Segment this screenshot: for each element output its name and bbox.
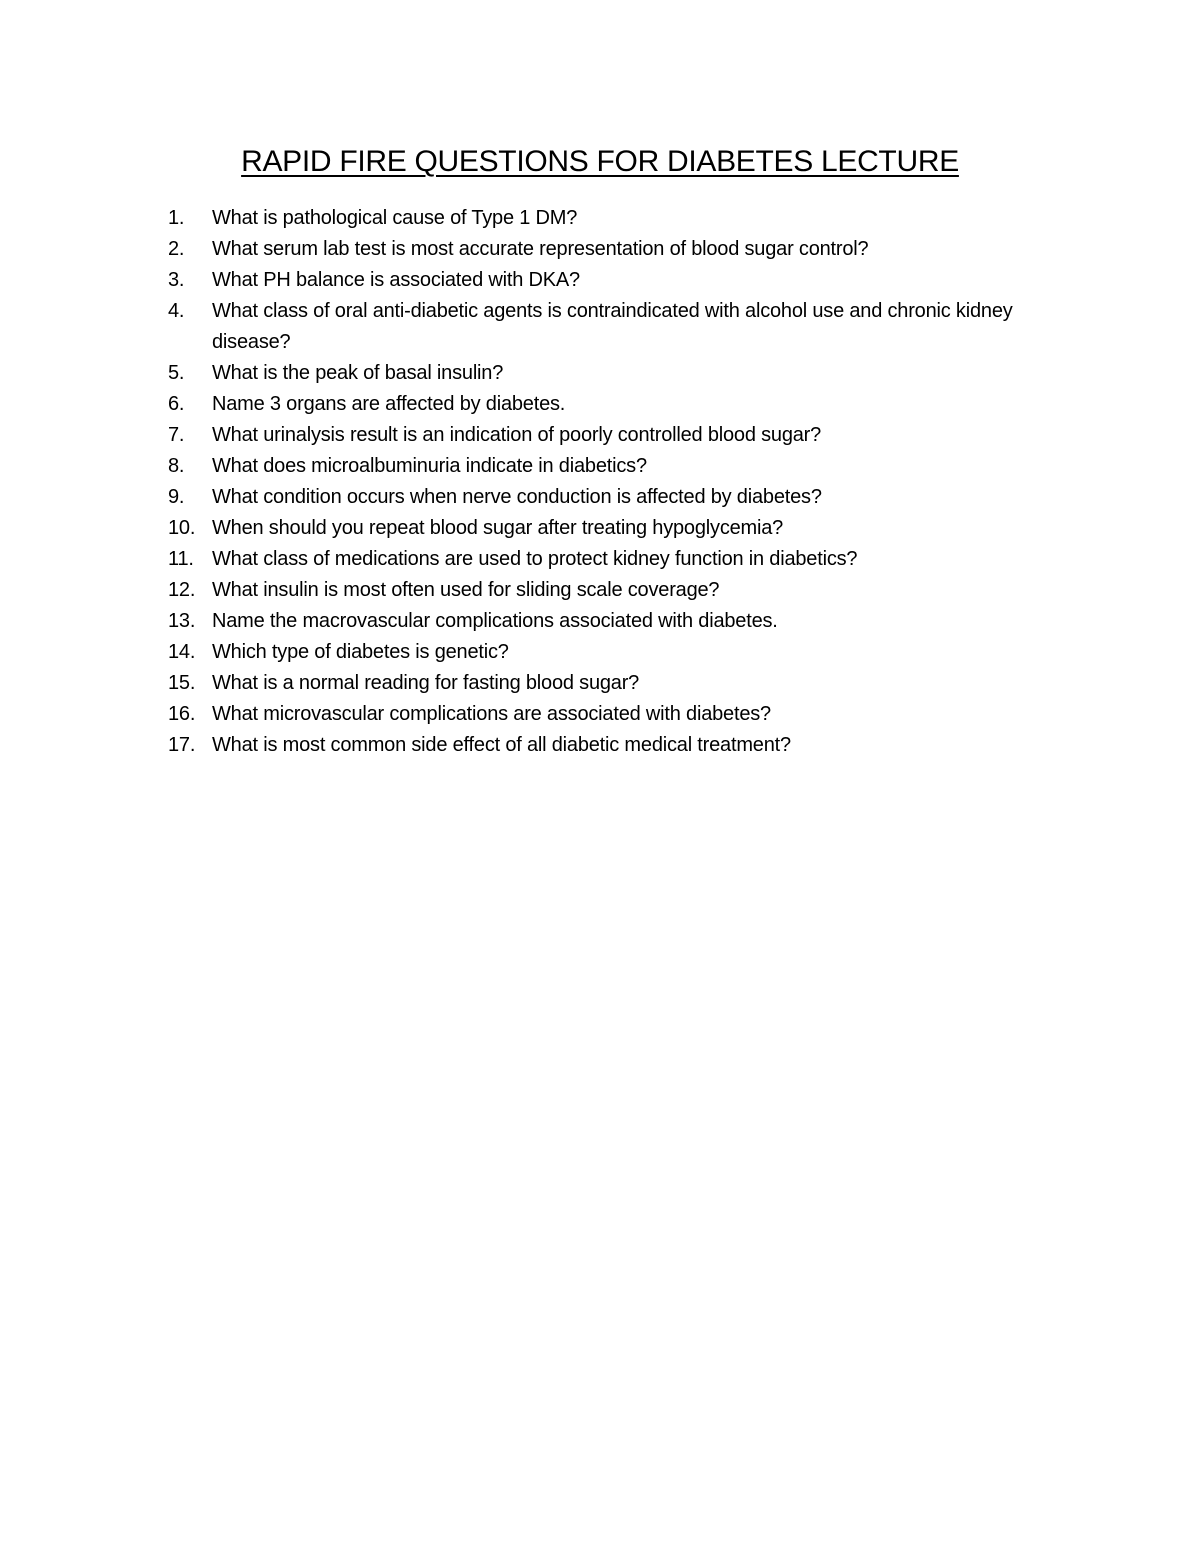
question-number: 13. <box>168 610 196 632</box>
question-text: What insulin is most often used for sliding scale coverage? <box>212 579 720 601</box>
question-number: 17. <box>168 734 196 756</box>
question-text: Name 3 organs are affected by diabetes. <box>212 393 566 415</box>
question-number: 4. <box>168 300 185 322</box>
question-text: What urinalysis result is an indication of poorly controlled blood sugar? <box>212 424 822 446</box>
question-text: What class of medications are used to protect kidney function in diabetics? <box>212 548 858 570</box>
question-text: What microvascular complications are associated with diabetes? <box>212 703 771 725</box>
question-item <box>168 668 1048 699</box>
question-number: 9. <box>168 486 185 508</box>
question-number: 12. <box>168 579 196 601</box>
question-number: 1. <box>168 207 185 229</box>
question-text: What is pathological cause of Type 1 DM? <box>212 207 578 229</box>
question-item <box>168 234 1048 265</box>
question-text: What is a normal reading for fasting blood sugar? <box>212 672 640 694</box>
question-number: 11. <box>168 548 194 570</box>
question-number: 15. <box>168 672 196 694</box>
question-text: What class of oral anti-diabetic agents is contraindicated with alcohol use and chronic kidney disease? <box>212 300 1013 353</box>
question-number: 2. <box>168 238 185 260</box>
question-number: 8. <box>168 455 185 477</box>
question-text: When should you repeat blood sugar after treating hypoglycemia? <box>212 517 784 539</box>
question-number: 10. <box>168 517 196 539</box>
question-item <box>168 482 1048 513</box>
question-item <box>168 575 1048 606</box>
question-text: What PH balance is associated with DKA? <box>212 269 580 291</box>
question-text: What is the peak of basal insulin? <box>212 362 504 384</box>
question-number: 3. <box>168 269 185 291</box>
question-item <box>168 699 1048 730</box>
document-title: RAPID FIRE QUESTIONS FOR DIABETES LECTURE <box>241 145 959 178</box>
question-number: 6. <box>168 393 185 415</box>
question-text: Name the macrovascular complications associated with diabetes. <box>212 610 778 632</box>
question-item <box>168 544 1048 575</box>
question-item <box>168 389 1048 420</box>
question-item <box>168 451 1048 482</box>
question-item <box>168 203 1048 234</box>
question-item <box>168 265 1048 296</box>
question-item <box>168 730 1048 761</box>
question-number: 16. <box>168 703 196 725</box>
question-text: What is most common side effect of all diabetic medical treatment? <box>212 734 791 756</box>
question-list <box>168 203 1048 761</box>
question-item <box>168 358 1048 389</box>
question-item <box>168 420 1048 451</box>
question-number: 14. <box>168 641 196 663</box>
question-number: 5. <box>168 362 185 384</box>
question-text: What condition occurs when nerve conduction is affected by diabetes? <box>212 486 822 508</box>
question-item <box>168 513 1048 544</box>
question-number: 7. <box>168 424 185 446</box>
question-item <box>168 637 1048 668</box>
question-text: Which type of diabetes is genetic? <box>212 641 509 663</box>
question-item <box>168 296 1048 358</box>
question-text: What serum lab test is most accurate representation of blood sugar control? <box>212 238 869 260</box>
question-item <box>168 606 1048 637</box>
question-text: What does microalbuminuria indicate in diabetics? <box>212 455 647 477</box>
